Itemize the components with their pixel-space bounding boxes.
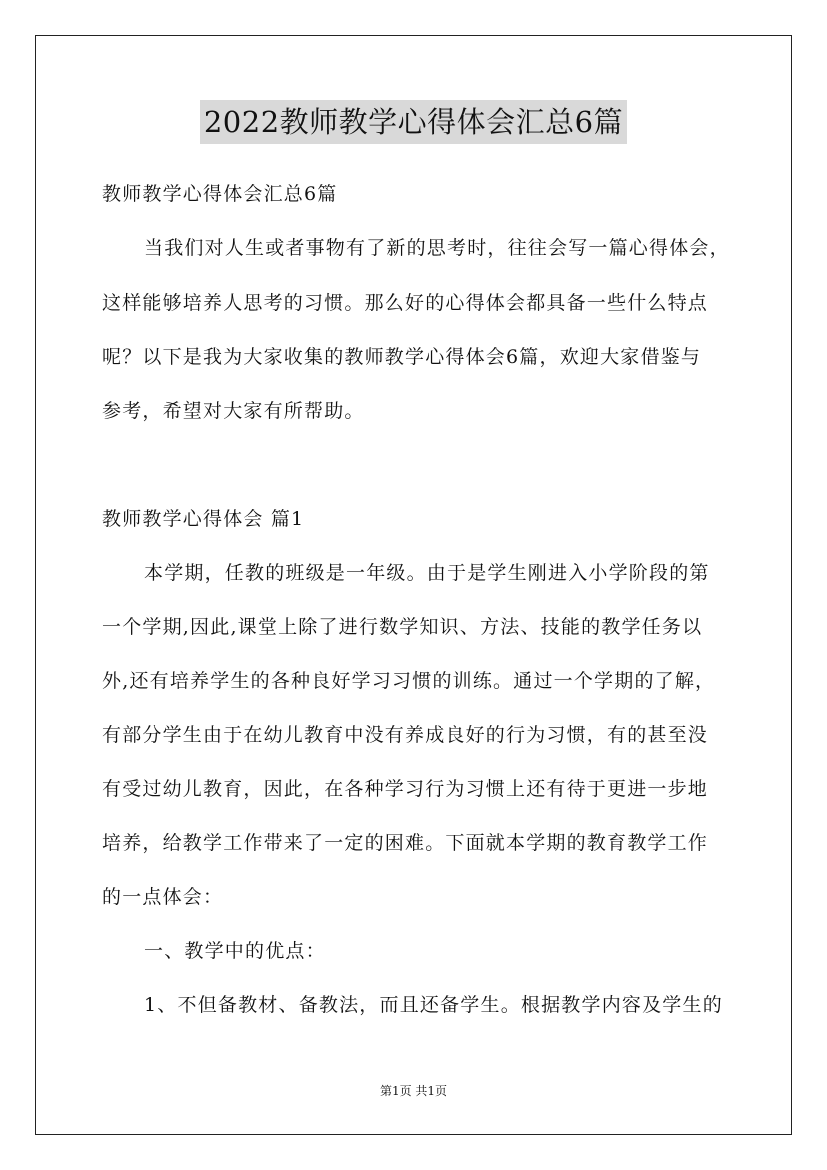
body-line-7: 的一点体会： <box>102 886 224 908</box>
body-line-6: 培养，给教学工作带来了一定的困难。下面就本学期的教育教学工作 <box>102 832 709 854</box>
body-line-3: 外,还有培养学生的各种良好学习习惯的训练。通过一个学期的了解， <box>102 670 716 692</box>
body-line-1: 本学期，任教的班级是一年级。由于是学生刚进入小学阶段的第 <box>144 562 710 584</box>
point-heading: 一、教学中的优点： <box>144 940 326 962</box>
intro-line-1: 当我们对人生或者事物有了新的思考时，往往会写一篇心得体会， <box>144 237 730 259</box>
document-subtitle: 教师教学心得体会汇总6篇 <box>102 183 338 205</box>
document-title: 2022教师教学心得体会汇总6篇 <box>200 100 627 144</box>
intro-line-2: 这样能够培养人思考的习惯。那么好的心得体会都具备一些什么特点 <box>102 292 709 314</box>
body-line-2: 一个学期,因此,课堂上除了进行数学知识、方法、技能的教学任务以 <box>102 616 703 638</box>
page-footer: 第1页 共1页 <box>379 1084 448 1098</box>
point-1: 1、不但备教材、备教法，而且还备学生。根据教学内容及学生的 <box>144 994 723 1016</box>
title-container <box>0 100 827 144</box>
section-heading: 教师教学心得体会 篇1 <box>102 508 305 530</box>
body-line-5: 有受过幼儿教育，因此，在各种学习行为习惯上还有待于更进一步地 <box>102 778 709 800</box>
intro-line-3: 呢？以下是我为大家收集的教师教学心得体会6篇，欢迎大家借鉴与 <box>102 346 702 368</box>
body-line-4: 有部分学生由于在幼儿教育中没有养成良好的行为习惯，有的甚至没 <box>102 724 709 746</box>
intro-line-4: 参考，希望对大家有所帮助。 <box>102 400 365 422</box>
